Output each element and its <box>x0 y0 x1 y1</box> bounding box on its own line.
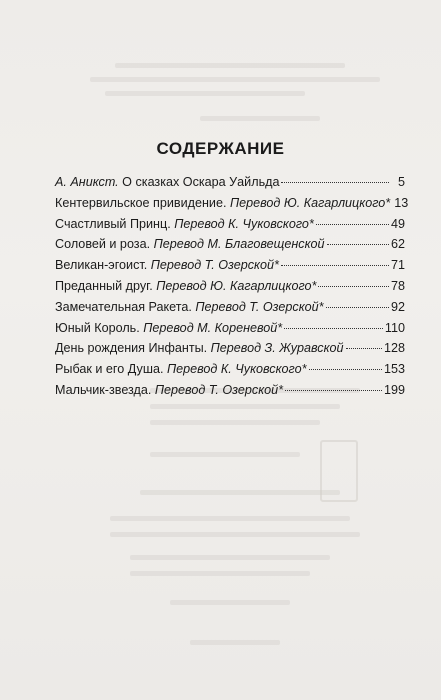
show-through-line <box>170 600 290 605</box>
toc-entry-page: 153 <box>383 362 405 377</box>
toc-entry-title <box>55 172 279 193</box>
toc-entry <box>55 359 405 380</box>
toc-entry-text: Кентервильское привидение. <box>55 195 230 210</box>
leader-dots <box>327 243 389 245</box>
show-through-line <box>115 63 345 68</box>
toc-entry-text: Соловей и роза. <box>55 237 154 252</box>
toc-entry-page: 92 <box>390 299 405 314</box>
toc-entry-translator: Перевод К. Чуковского* <box>174 216 314 231</box>
leader-dots <box>281 264 389 266</box>
toc-entry-text: Мальчик-звезда. <box>55 382 155 397</box>
toc-entry-page: 110 <box>384 320 405 335</box>
show-through-line <box>150 420 320 425</box>
show-through-line <box>110 532 360 537</box>
toc-entry-text: О сказках Оскара Уайльда <box>118 175 280 189</box>
show-through-line <box>200 116 320 121</box>
toc-entry-text: Замечательная Ракета. <box>55 299 196 314</box>
leader-dots <box>326 306 389 308</box>
toc-entry <box>55 297 405 318</box>
toc-entry-page: 199 <box>383 382 405 397</box>
show-through-line <box>110 516 350 521</box>
toc-entry-translator: Перевод Т. Озерской* <box>154 382 284 397</box>
toc-entry-title <box>55 193 390 214</box>
toc-entry <box>55 318 405 339</box>
toc-entry-title <box>55 276 316 297</box>
toc-entry-title <box>55 380 283 401</box>
toc-entry-page: 62 <box>390 237 405 252</box>
show-through-line <box>130 555 330 560</box>
leader-dots <box>285 389 382 391</box>
toc-entry-text: Преданный друг. <box>55 278 157 293</box>
toc-entry-text: Юный Король. <box>55 320 144 335</box>
toc-entry-title <box>55 359 307 380</box>
leader-dots <box>318 285 389 287</box>
toc-entry-page: 13 <box>394 195 409 210</box>
leader-dots <box>316 223 389 225</box>
toc-entry-page: 71 <box>390 258 405 273</box>
toc-entry-title <box>55 338 344 359</box>
toc-entry-title <box>55 255 279 276</box>
show-through-mark <box>320 440 358 502</box>
show-through-line <box>105 91 305 96</box>
leader-dots <box>281 181 389 183</box>
show-through-line <box>190 640 280 645</box>
leader-dots <box>309 368 382 370</box>
show-through-line <box>140 490 340 495</box>
leader-dots <box>284 327 383 329</box>
toc-entry <box>55 276 405 297</box>
toc-entry-translator: Перевод З. Журавской <box>210 341 344 356</box>
toc-entry <box>55 338 405 359</box>
toc-entry-page: 5 <box>397 175 405 189</box>
toc-entry-page: 49 <box>390 216 405 231</box>
show-through-line <box>90 77 380 82</box>
toc-entry-translator: Перевод Ю. Кагарлицкого* <box>229 195 391 210</box>
show-through-line <box>130 571 310 576</box>
toc-entry <box>55 172 405 193</box>
toc-entry <box>55 234 405 255</box>
toc-entry-translator: Перевод М. Благовещенской <box>153 237 325 252</box>
toc-entry-translator: Перевод Т. Озерской* <box>150 258 279 273</box>
toc-entry-page: 78 <box>390 278 405 293</box>
toc-entry-text: Счастливый Принц. <box>55 216 175 231</box>
leader-dots <box>346 347 382 349</box>
toc-entry-title <box>55 234 325 255</box>
table-of-contents <box>55 172 409 401</box>
show-through-line <box>150 452 300 457</box>
toc-entry-title <box>55 214 314 235</box>
toc-entry-translator: Перевод Т. Озерской* <box>195 299 324 314</box>
toc-entry-page: 128 <box>383 341 405 356</box>
toc-entry-text: Великан-эгоист. <box>55 258 151 273</box>
show-through-line <box>150 404 340 409</box>
toc-entry-text: День рождения Инфанты. <box>55 341 211 356</box>
toc-entry-translator: Перевод К. Чуковского* <box>166 362 307 377</box>
toc-entry <box>55 214 405 235</box>
toc-entry-text: Рыбак и его Душа. <box>55 362 167 377</box>
toc-entry-translator: Перевод М. Кореневой* <box>143 320 283 335</box>
toc-entry-translator: Перевод Ю. Кагарлицкого* <box>156 278 317 293</box>
toc-entry <box>55 255 405 276</box>
page-title: СОДЕРЖАНИЕ <box>156 139 285 158</box>
toc-entry-title <box>55 297 324 318</box>
toc-entry <box>55 380 405 401</box>
toc-entry-title <box>55 318 282 339</box>
toc-entry <box>55 193 409 214</box>
toc-entry-author: А. Аникст. <box>55 175 119 189</box>
